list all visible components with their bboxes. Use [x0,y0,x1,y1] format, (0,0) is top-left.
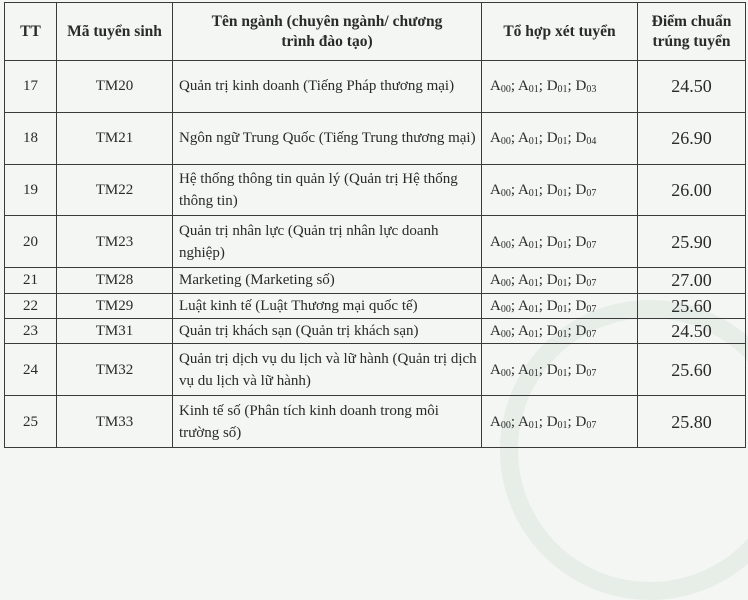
subject-combo-code: A [490,297,501,314]
subject-combo-code: A [490,272,501,289]
subject-combo-subscript: 00 [500,419,511,431]
subject-combo-code: D [546,272,558,289]
table-row [5,61,746,113]
subject-combo-subscript: 07 [586,303,597,315]
subject-combo-subscript: 07 [586,239,597,251]
table-row [5,344,746,396]
subject-combo-code: A [517,297,529,314]
subject-combo-subscript: 01 [557,419,568,431]
row-ma-tuyen-sinh: TM32 [57,344,173,396]
subject-combo-code: A [490,323,501,340]
subject-combo-subscript: 07 [586,367,597,379]
row-ten-nganh: Kinh tế số (Phân tích kinh doanh trong môi trường số) [173,396,482,448]
subject-combo-subscript: 00 [500,84,511,96]
subject-combo-subscript: 00 [500,187,511,199]
row-ma-tuyen-sinh: TM20 [57,61,173,113]
row-ten-nganh: Luật kinh tế (Luật Thương mại quốc tế) [173,293,482,318]
row-tt: 23 [5,318,57,343]
row-diem-chuan: 26.00 [638,164,746,216]
subject-combo-code: A [517,130,529,147]
subject-combo-subscript: 01 [557,303,568,315]
row-tt: 17 [5,61,57,113]
subject-combo-code: D [575,297,587,314]
subject-combo-subscript: 07 [586,419,597,431]
row-tt: 18 [5,112,57,164]
subject-combo-subscript: 01 [557,84,568,96]
subject-combo-code: A [517,233,529,250]
subject-combo-code: D [575,78,587,95]
subject-combo-subscript: 01 [557,239,568,251]
row-ten-nganh: Hệ thống thông tin quản lý (Quản trị Hệ thống thông tin) [173,164,482,216]
subject-combo-code: A [490,413,501,430]
table-row [5,318,746,343]
subject-combo-subscript: 01 [557,136,568,148]
subject-combo-subscript: 00 [500,367,511,379]
row-ten-nganh: Marketing (Marketing số) [173,268,482,293]
subject-combo-subscript: 01 [528,136,539,148]
row-ten-nganh: Quản trị dịch vụ du lịch và lữ hành (Quản trị dịch vụ du lịch và lữ hành) [173,344,482,396]
subject-combo-code: D [546,413,558,430]
row-to-hop: $A_{00}$; $A_{01}$; $D_{01}$; $D_{07}$ [482,268,638,293]
subject-combo-subscript: 07 [586,329,597,341]
row-to-hop: $A_{00}$; $A_{01}$; $D_{01}$; $D_{04}$ [482,112,638,164]
header-tt: TT [5,3,57,61]
header-ten-nganh: Tên ngành (chuyên ngành/ chương trình đào tạo) [173,3,482,61]
row-tt: 25 [5,396,57,448]
subject-combo-subscript: 04 [586,136,597,148]
row-tt: 24 [5,344,57,396]
subject-combo-code: A [517,272,529,289]
subject-combo-code: D [575,272,587,289]
row-ten-nganh: Quản trị nhân lực (Quản trị nhân lực doanh nghiệp) [173,216,482,268]
subject-combo-code: D [546,361,558,378]
subject-combo-code: D [546,181,558,198]
subject-combo-subscript: 07 [586,278,597,290]
subject-combo-subscript: 00 [500,303,511,315]
subject-combo-subscript: 01 [557,187,568,199]
row-ten-nganh: Quản trị khách sạn (Quản trị khách sạn) [173,318,482,343]
subject-combo-subscript: 01 [557,278,568,290]
row-ma-tuyen-sinh: TM23 [57,216,173,268]
subject-combo-code: A [517,323,529,340]
table-row [5,293,746,318]
row-diem-chuan: 25.60 [638,344,746,396]
table-row [5,396,746,448]
subject-combo-code: A [490,361,501,378]
row-diem-chuan: 26.90 [638,112,746,164]
subject-combo-code: A [490,233,501,250]
header-row [5,3,746,61]
subject-combo-code: A [517,78,529,95]
row-to-hop: $A_{00}$; $A_{01}$; $D_{01}$; $D_{07}$ [482,344,638,396]
subject-combo-code: D [546,323,558,340]
row-to-hop: $A_{00}$; $A_{01}$; $D_{01}$; $D_{07}$ [482,164,638,216]
subject-combo-subscript: 03 [586,84,597,96]
subject-combo-code: D [546,130,558,147]
subject-combo-code: D [546,233,558,250]
row-ma-tuyen-sinh: TM31 [57,318,173,343]
subject-combo-subscript: 01 [557,329,568,341]
subject-combo-subscript: 01 [528,84,539,96]
subject-combo-subscript: 00 [500,239,511,251]
row-to-hop: $A_{00}$; $A_{01}$; $D_{01}$; $D_{07}$ [482,396,638,448]
subject-combo-code: D [546,297,558,314]
subject-combo-subscript: 01 [528,239,539,251]
subject-combo-code: D [575,361,587,378]
row-to-hop: $A_{00}$; $A_{01}$; $D_{01}$; $D_{07}$ [482,318,638,343]
subject-combo-subscript: 01 [557,367,568,379]
row-to-hop: $A_{00}$; $A_{01}$; $D_{01}$; $D_{03}$ [482,61,638,113]
subject-combo-code: D [575,413,587,430]
row-ma-tuyen-sinh: TM28 [57,268,173,293]
row-diem-chuan: 25.90 [638,216,746,268]
subject-combo-code: A [490,130,501,147]
header-to-hop: Tổ hợp xét tuyển [482,3,638,61]
subject-combo-code: A [490,78,501,95]
table-row [5,268,746,293]
row-ten-nganh: Quản trị kinh doanh (Tiếng Pháp thương mại) [173,61,482,113]
header-diem-chuan: Điểm chuẩn trúng tuyển [638,3,746,61]
subject-combo-subscript: 01 [528,419,539,431]
row-diem-chuan: 25.60 [638,293,746,318]
subject-combo-subscript: 01 [528,187,539,199]
subject-combo-code: D [575,233,587,250]
subject-combo-code: A [517,361,529,378]
row-ten-nganh: Ngôn ngữ Trung Quốc (Tiếng Trung thương mại) [173,112,482,164]
row-diem-chuan: 27.00 [638,268,746,293]
row-to-hop: $A_{00}$; $A_{01}$; $D_{01}$; $D_{07}$ [482,293,638,318]
row-ma-tuyen-sinh: TM33 [57,396,173,448]
table-row [5,164,746,216]
subject-combo-subscript: 00 [500,278,511,290]
subject-combo-code: A [517,413,529,430]
row-ma-tuyen-sinh: TM22 [57,164,173,216]
row-tt: 19 [5,164,57,216]
subject-combo-subscript: 00 [500,136,511,148]
row-ma-tuyen-sinh: TM29 [57,293,173,318]
header-ma-tuyen-sinh: Mã tuyển sinh [57,3,173,61]
row-tt: 21 [5,268,57,293]
admission-score-table [4,2,746,448]
row-ma-tuyen-sinh: TM21 [57,112,173,164]
row-diem-chuan: 25.80 [638,396,746,448]
subject-combo-subscript: 01 [528,367,539,379]
subject-combo-code: D [546,78,558,95]
subject-combo-subscript: 07 [586,187,597,199]
subject-combo-code: A [490,181,501,198]
row-tt: 22 [5,293,57,318]
subject-combo-code: D [575,181,587,198]
row-tt: 20 [5,216,57,268]
subject-combo-subscript: 01 [528,278,539,290]
subject-combo-code: D [575,323,587,340]
subject-combo-subscript: 01 [528,329,539,341]
row-diem-chuan: 24.50 [638,318,746,343]
row-to-hop: $A_{00}$; $A_{01}$; $D_{01}$; $D_{07}$ [482,216,638,268]
subject-combo-subscript: 01 [528,303,539,315]
table-row [5,112,746,164]
subject-combo-code: A [517,181,529,198]
table-row [5,216,746,268]
subject-combo-subscript: 00 [500,329,511,341]
row-diem-chuan: 24.50 [638,61,746,113]
subject-combo-code: D [575,130,587,147]
